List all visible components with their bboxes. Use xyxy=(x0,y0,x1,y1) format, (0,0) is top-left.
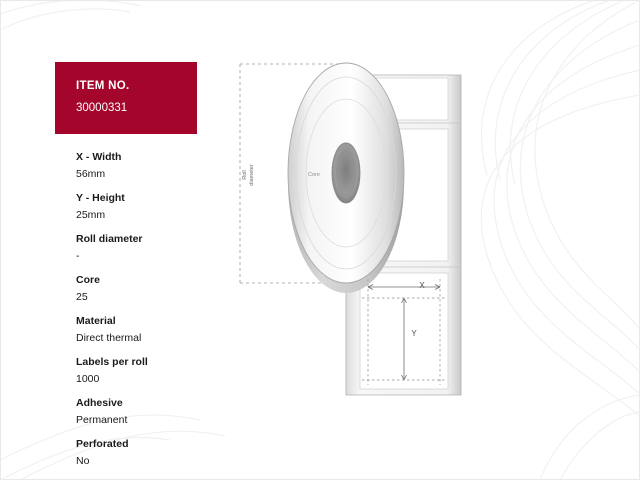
spec-label: Y - Height xyxy=(76,192,125,204)
item-number-banner xyxy=(55,62,197,134)
spec-value: 25mm xyxy=(76,209,106,221)
specification-list xyxy=(76,150,236,478)
spec-row xyxy=(76,232,236,264)
spec-row xyxy=(76,191,236,223)
spec-label: Core xyxy=(76,274,100,286)
spec-label: Material xyxy=(76,315,116,327)
spec-value: - xyxy=(76,250,80,262)
spec-value: 56mm xyxy=(76,168,106,180)
spec-label: X - Width xyxy=(76,151,122,163)
y-dimension-label: Y xyxy=(411,329,417,338)
roll-diameter-label: Roll diameter xyxy=(242,164,255,186)
spec-label: Adhesive xyxy=(76,397,123,409)
spec-value: 25 xyxy=(76,291,88,303)
spec-row xyxy=(76,314,236,346)
item-number-value: 30000331 xyxy=(76,102,128,114)
spec-label: Labels per roll xyxy=(76,356,148,368)
core-label: Core xyxy=(308,172,320,178)
spec-label: Roll diameter xyxy=(76,233,143,245)
spec-row xyxy=(76,150,236,182)
spec-value: No xyxy=(76,455,90,467)
spec-value: 1000 xyxy=(76,373,100,385)
x-dimension-label: X xyxy=(419,281,425,290)
item-number-title: ITEM NO. xyxy=(76,80,130,92)
label-roll-illustration xyxy=(228,55,498,445)
spec-row xyxy=(76,437,236,469)
spec-row xyxy=(76,273,236,305)
spec-label: Perforated xyxy=(76,438,129,450)
spec-row xyxy=(76,355,236,387)
spec-value: Permanent xyxy=(76,414,128,426)
spec-row xyxy=(76,396,236,428)
spec-value: Direct thermal xyxy=(76,332,142,344)
